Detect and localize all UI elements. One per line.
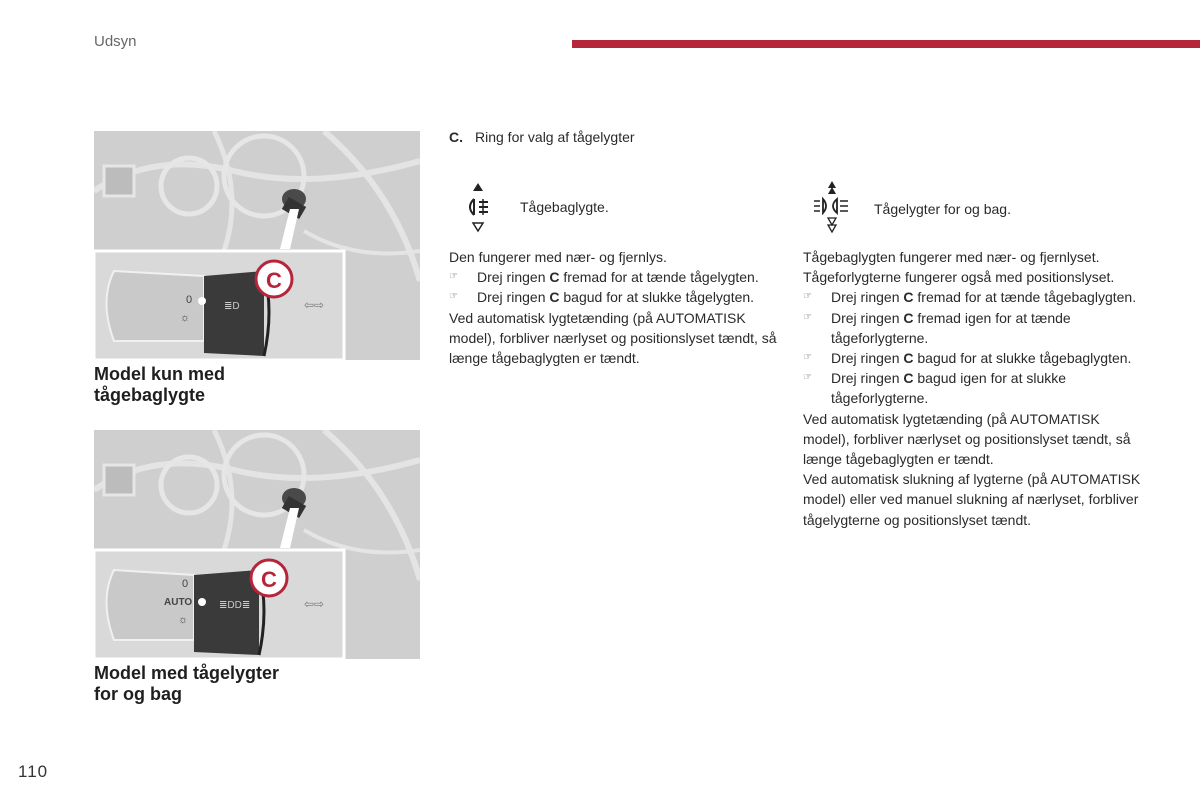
bullet-text-post: fremad for at tænde tågelygten. (559, 269, 759, 286)
pointer-icon: ☞ (803, 372, 812, 384)
svg-text:⇦⇨: ⇦⇨ (304, 597, 325, 611)
bullet-text-post: bagud for at slukke tågelygten. (559, 289, 755, 306)
paragraph: Den fungerer med nær- og fjernlys. (449, 249, 667, 265)
svg-text:AUTO: AUTO (164, 597, 193, 608)
header-accent-bar (572, 40, 1200, 48)
list-item (803, 287, 1143, 307)
list-item (449, 287, 779, 307)
ring-description (449, 129, 635, 145)
bullet-text-bold: C (549, 269, 560, 286)
bullet-text-post: bagud for at slukke tågebaglygten. (913, 350, 1132, 367)
pointer-icon: ☞ (449, 291, 458, 303)
list-item (803, 308, 1143, 348)
bullet-text-bold: C (903, 370, 914, 387)
paragraph: Tågebaglygten fungerer med nær- og fjernlyset. Tågeforlygterne fungerer også med positionslyset. (803, 249, 1115, 286)
list-item (803, 368, 1143, 408)
model-heading-front-rear (94, 663, 394, 705)
svg-text:0: 0 (186, 294, 193, 306)
list-item (803, 348, 1143, 368)
bullet-text-pre: Drej ringen (477, 289, 550, 306)
bullet-text-pre: Drej ringen (831, 289, 904, 306)
rear-fog-label: Tågebaglygte. (520, 199, 609, 215)
pointer-icon: ☞ (803, 352, 812, 364)
bullet-text-bold: C (903, 350, 914, 367)
svg-text:≣DD≣: ≣DD≣ (219, 600, 251, 611)
page-number: 110 (18, 762, 49, 781)
pointer-icon: ☞ (449, 271, 458, 283)
paragraph: Ved automatisk lygtetænding (på AUTOMATISK model), forbliver nærlyset og positionslyset tændt, så længe tågebaglygten er tændt. (449, 309, 777, 367)
bullet-text-pre: Drej ringen (831, 350, 904, 367)
front-rear-fog-light-icon (808, 181, 856, 233)
pointer-icon: ☞ (803, 311, 812, 323)
heading-line: for og bag (94, 684, 182, 704)
bullet-text-bold: C (903, 309, 914, 326)
svg-text:☼: ☼ (180, 312, 191, 324)
heading-line: Model med tågelygter (94, 663, 280, 683)
ring-text: Ring for valg af tågelygter (475, 129, 635, 145)
illustration-front-rear-fog-switch (94, 430, 420, 659)
rear-fog-light-icon (460, 181, 496, 233)
bullet-text-post: fremad for at tænde tågebaglygten. (913, 289, 1137, 306)
svg-text:C: C (266, 268, 282, 293)
model-heading-rear-only (94, 364, 394, 406)
svg-text:0: 0 (182, 578, 189, 590)
svg-text:≣D: ≣D (224, 301, 240, 312)
paragraph: Ved automatisk slukning af lygterne (på AUTOMATISK model) eller ved manuel slukning af nærlyset, forbliver tågelygterne og positionslyset tændt. (803, 471, 1141, 528)
bullet-text-pre: Drej ringen (831, 370, 904, 387)
svg-text:⇦⇨: ⇦⇨ (304, 298, 325, 312)
bullet-text-post: fremad igen for at tænde tågeforlygterne. (831, 309, 1071, 346)
rear-fog-instructions (449, 247, 779, 368)
bullet-text-bold: C (903, 289, 914, 306)
pointer-icon: ☞ (803, 291, 812, 303)
list-item (449, 267, 779, 287)
section-title: Udsyn (94, 33, 137, 50)
bullet-text-pre: Drej ringen (831, 309, 904, 326)
front-rear-fog-instructions (803, 247, 1143, 530)
svg-text:☼: ☼ (178, 614, 189, 626)
heading-line: tågebaglygte (94, 385, 206, 405)
bullet-text-post: bagud igen for at slukke tågeforlygterne. (831, 370, 1067, 407)
heading-line: Model kun med (94, 364, 226, 384)
bullet-text-bold: C (549, 289, 560, 306)
svg-text:C: C (261, 567, 277, 592)
paragraph: Ved automatisk lygtetænding (på AUTOMATISK model), forbliver nærlyset og positionslyset tændt, så længe tågebaglygten er tændt. (803, 410, 1131, 468)
bullet-text-pre: Drej ringen (477, 269, 550, 286)
ring-letter: C. (449, 129, 463, 145)
illustration-rear-fog-switch (94, 131, 420, 360)
front-rear-fog-label: Tågelygter for og bag. (874, 201, 1011, 217)
